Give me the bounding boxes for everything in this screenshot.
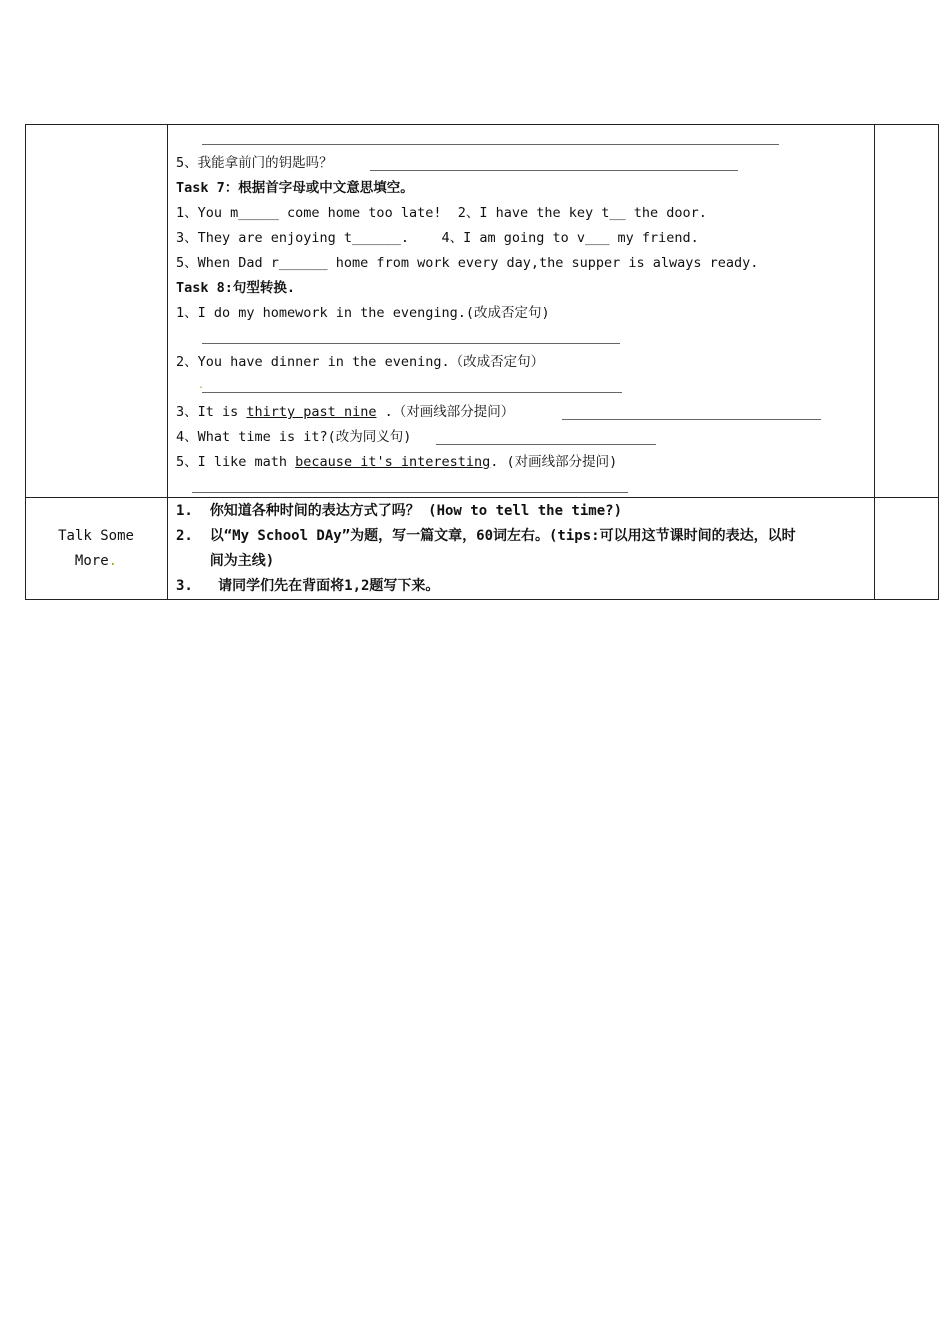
underlined-phrase: thirty past nine	[246, 404, 377, 420]
col-border-right	[938, 124, 939, 600]
answer-blank	[436, 444, 656, 445]
table-bottom-border	[25, 599, 939, 600]
answer-blank	[562, 419, 821, 420]
answer-blank	[202, 343, 620, 344]
task8-question-4: 4、What time is it?(改为同义句)	[176, 429, 412, 445]
task7-title: Task 7：根据首字母或中文意思填空。	[176, 180, 414, 196]
stray-mark: .	[198, 380, 205, 391]
talk-item-3: 3. 请同学们先在背面将1,2题写下来。	[176, 578, 440, 594]
answer-blank	[192, 492, 628, 493]
task8-title: Task 8:句型转换.	[176, 280, 296, 296]
col-border-2	[874, 124, 875, 600]
table-top-border	[25, 124, 939, 125]
worksheet-table	[25, 124, 939, 600]
row-divider	[25, 497, 939, 498]
task7-row-2: 3、They are enjoying t______. 4、I am going to v___ my friend.	[176, 230, 699, 246]
task7-row-3: 5、When Dad r______ home from work every day,the supper is always ready.	[176, 255, 759, 271]
task6-question-5: 5、我能拿前门的钥匙吗？	[176, 155, 333, 171]
task8-question-3: 3、It is thirty past nine .（对画线部分提问）	[176, 404, 515, 420]
talk-some-more-label: Talk Some More.	[58, 528, 134, 569]
task7-row-1: 1、You m_____ come home too late! 2、I have the key t__ the door.	[176, 205, 707, 221]
col-border-1	[167, 124, 168, 600]
underlined-phrase: because it's interesting	[295, 454, 491, 470]
task8-question-2: 2、You have dinner in the evening.（改成否定句）	[176, 354, 545, 370]
answer-blank	[370, 170, 738, 171]
talk-item-1: 1. 你知道各种时间的表达方式了吗？ (How to tell the time?)	[176, 503, 623, 519]
answer-blank	[202, 392, 622, 393]
task8-question-1: 1、I do my homework in the evenging.(改成否定句)	[176, 305, 550, 321]
talk-item-2-line-2: 间为主线)	[176, 553, 275, 569]
task8-question-5: 5、I like math because it's interesting. (对画线部分提问)	[176, 454, 618, 470]
talk-item-2-line-1: 2. 以“My School DAy”为题，写一篇文章，60词左右。(tips:可以用这节课时间的表达，以时	[176, 528, 796, 544]
answer-blank	[202, 144, 779, 145]
